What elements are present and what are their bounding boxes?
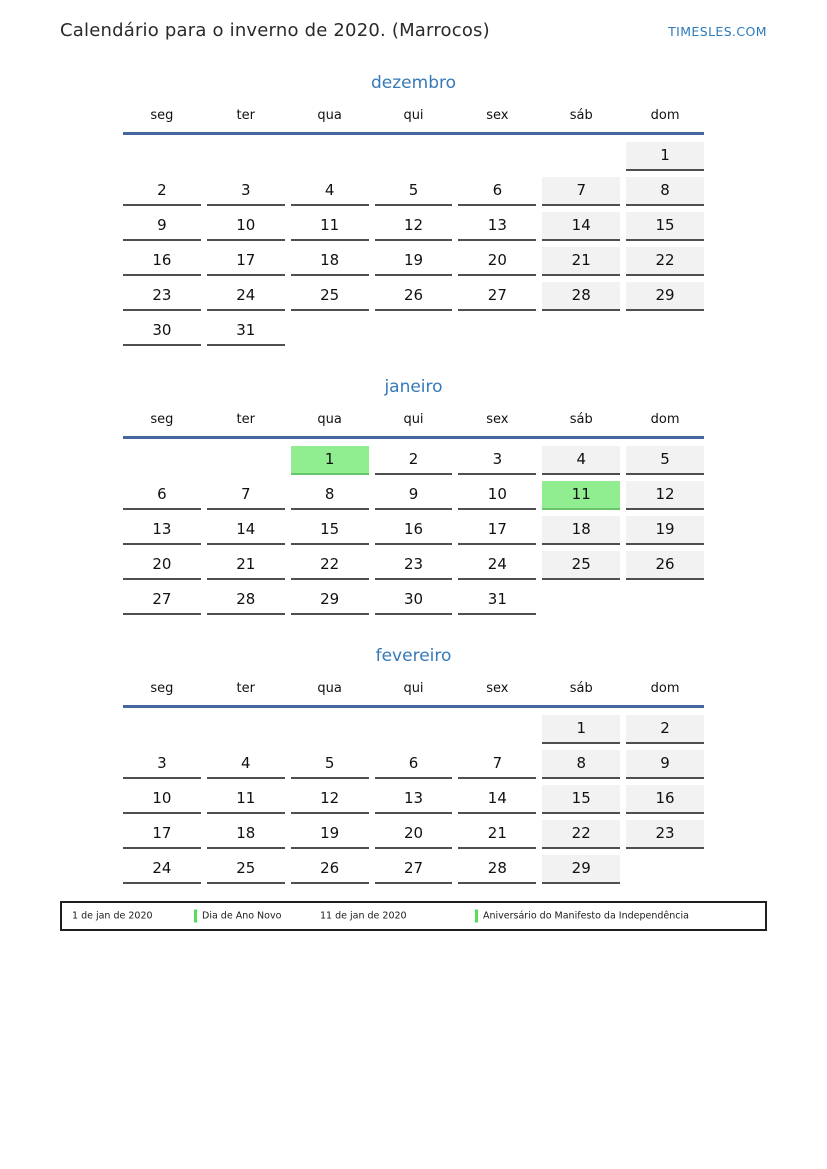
days-grid: [123, 715, 704, 884]
month-fevereiro: [123, 645, 704, 884]
empty-cell: [291, 142, 369, 171]
empty-cell: [207, 446, 285, 475]
weekday-label: qui: [403, 681, 424, 696]
day-cell-janeiro-27: 27: [123, 586, 201, 615]
empty-cell: [375, 317, 453, 346]
day-cell-fevereiro-4: 4: [207, 750, 285, 779]
legend-label-1: Dia de Ano Novo: [202, 910, 282, 922]
weekday-label: ter: [236, 681, 255, 696]
day-cell-janeiro-13: 13: [123, 516, 201, 545]
weekday-header-row: [123, 681, 704, 696]
day-cell-dezembro-31: 31: [207, 317, 285, 346]
holiday-marker-icon: [475, 910, 478, 923]
weekday-label: sex: [486, 412, 509, 427]
weekday-label: sex: [486, 108, 509, 123]
legend-date-2: 11 de jan de 2020: [320, 910, 407, 922]
day-cell-janeiro-7: 7: [207, 481, 285, 510]
days-grid: [123, 446, 704, 615]
day-cell-dezembro-4: 4: [291, 177, 369, 206]
day-cell-dezembro-13: 13: [458, 212, 536, 241]
day-cell-dezembro-24: 24: [207, 282, 285, 311]
day-cell-janeiro-18: 18: [542, 516, 620, 545]
weekday-label: sex: [486, 681, 509, 696]
empty-cell: [123, 446, 201, 475]
day-cell-dezembro-5: 5: [375, 177, 453, 206]
day-cell-fevereiro-22: 22: [542, 820, 620, 849]
weekday-divider: [123, 132, 704, 135]
empty-cell: [626, 586, 704, 615]
day-cell-fevereiro-16: 16: [626, 785, 704, 814]
day-cell-fevereiro-19: 19: [291, 820, 369, 849]
day-cell-janeiro-14: 14: [207, 516, 285, 545]
weekday-label: seg: [150, 108, 174, 123]
page-header: [60, 20, 767, 46]
empty-cell: [207, 142, 285, 171]
day-cell-fevereiro-28: 28: [458, 855, 536, 884]
day-cell-janeiro-6: 6: [123, 481, 201, 510]
weekday-divider: [123, 705, 704, 708]
empty-cell: [123, 715, 201, 744]
empty-cell: [626, 855, 704, 884]
day-cell-fevereiro-29: 29: [542, 855, 620, 884]
weekday-label: qui: [403, 412, 424, 427]
empty-cell: [291, 715, 369, 744]
empty-cell: [458, 715, 536, 744]
weekday-label: ter: [236, 108, 255, 123]
empty-cell: [542, 142, 620, 171]
weekday-label: seg: [150, 681, 174, 696]
legend-date-1: 1 de jan de 2020: [72, 910, 153, 922]
day-cell-janeiro-24: 24: [458, 551, 536, 580]
empty-cell: [542, 317, 620, 346]
day-cell-dezembro-27: 27: [458, 282, 536, 311]
day-cell-fevereiro-7: 7: [458, 750, 536, 779]
empty-cell: [123, 142, 201, 171]
day-cell-janeiro-9: 9: [375, 481, 453, 510]
day-cell-fevereiro-10: 10: [123, 785, 201, 814]
holiday-legend: [60, 901, 767, 931]
month-title: fevereiro: [375, 646, 452, 666]
day-cell-dezembro-16: 16: [123, 247, 201, 276]
days-grid: [123, 142, 704, 346]
weekday-divider: [123, 436, 704, 439]
day-cell-janeiro-16: 16: [375, 516, 453, 545]
empty-cell: [375, 715, 453, 744]
weekday-header-row: [123, 108, 704, 123]
day-cell-janeiro-4: 4: [542, 446, 620, 475]
weekday-label: sáb: [569, 108, 593, 123]
weekday-label: qua: [317, 108, 342, 123]
day-cell-fevereiro-20: 20: [375, 820, 453, 849]
day-cell-dezembro-30: 30: [123, 317, 201, 346]
empty-cell: [207, 715, 285, 744]
calendar-months: [123, 72, 704, 884]
weekday-label: dom: [650, 681, 680, 696]
day-cell-fevereiro-23: 23: [626, 820, 704, 849]
day-cell-janeiro-23: 23: [375, 551, 453, 580]
page-title: Calendário para o inverno de 2020. (Marrocos): [60, 20, 490, 41]
day-cell-dezembro-19: 19: [375, 247, 453, 276]
weekday-label: seg: [150, 412, 174, 427]
day-cell-dezembro-22: 22: [626, 247, 704, 276]
day-cell-janeiro-26: 26: [626, 551, 704, 580]
day-cell-janeiro-5: 5: [626, 446, 704, 475]
day-cell-fevereiro-25: 25: [207, 855, 285, 884]
day-cell-janeiro-22: 22: [291, 551, 369, 580]
day-cell-dezembro-23: 23: [123, 282, 201, 311]
day-cell-dezembro-9: 9: [123, 212, 201, 241]
legend-label-2: Aniversário do Manifesto da Independência: [483, 910, 689, 922]
day-cell-fevereiro-15: 15: [542, 785, 620, 814]
day-cell-fevereiro-12: 12: [291, 785, 369, 814]
weekday-label: ter: [236, 412, 255, 427]
empty-cell: [291, 317, 369, 346]
day-cell-janeiro-2: 2: [375, 446, 453, 475]
day-cell-dezembro-28: 28: [542, 282, 620, 311]
weekday-label: qui: [403, 108, 424, 123]
site-link[interactable]: TIMESLES.COM: [668, 24, 767, 39]
empty-cell: [458, 317, 536, 346]
month-title: janeiro: [384, 377, 443, 397]
day-cell-janeiro-25: 25: [542, 551, 620, 580]
day-cell-janeiro-12: 12: [626, 481, 704, 510]
day-cell-fevereiro-17: 17: [123, 820, 201, 849]
day-cell-janeiro-21: 21: [207, 551, 285, 580]
day-cell-janeiro-3: 3: [458, 446, 536, 475]
day-cell-dezembro-14: 14: [542, 212, 620, 241]
day-cell-dezembro-17: 17: [207, 247, 285, 276]
day-cell-janeiro-17: 17: [458, 516, 536, 545]
day-cell-janeiro-31: 31: [458, 586, 536, 615]
month-title: dezembro: [371, 73, 456, 93]
month-dezembro: [123, 72, 704, 346]
day-cell-dezembro-1: 1: [626, 142, 704, 171]
month-janeiro: [123, 376, 704, 615]
day-cell-dezembro-15: 15: [626, 212, 704, 241]
day-cell-fevereiro-27: 27: [375, 855, 453, 884]
day-cell-fevereiro-21: 21: [458, 820, 536, 849]
day-cell-dezembro-21: 21: [542, 247, 620, 276]
day-cell-dezembro-6: 6: [458, 177, 536, 206]
day-cell-janeiro-11: 11: [542, 481, 620, 510]
weekday-label: qua: [317, 681, 342, 696]
empty-cell: [458, 142, 536, 171]
day-cell-dezembro-3: 3: [207, 177, 285, 206]
weekday-header-row: [123, 412, 704, 427]
day-cell-dezembro-8: 8: [626, 177, 704, 206]
day-cell-dezembro-12: 12: [375, 212, 453, 241]
weekday-label: dom: [650, 108, 680, 123]
day-cell-fevereiro-3: 3: [123, 750, 201, 779]
day-cell-fevereiro-24: 24: [123, 855, 201, 884]
holiday-marker-icon: [194, 910, 197, 923]
day-cell-janeiro-28: 28: [207, 586, 285, 615]
weekday-label: qua: [317, 412, 342, 427]
day-cell-janeiro-29: 29: [291, 586, 369, 615]
empty-cell: [626, 317, 704, 346]
empty-cell: [375, 142, 453, 171]
day-cell-dezembro-26: 26: [375, 282, 453, 311]
day-cell-fevereiro-8: 8: [542, 750, 620, 779]
day-cell-janeiro-19: 19: [626, 516, 704, 545]
day-cell-dezembro-25: 25: [291, 282, 369, 311]
day-cell-fevereiro-6: 6: [375, 750, 453, 779]
day-cell-janeiro-8: 8: [291, 481, 369, 510]
day-cell-fevereiro-1: 1: [542, 715, 620, 744]
day-cell-janeiro-15: 15: [291, 516, 369, 545]
weekday-label: sáb: [569, 412, 593, 427]
day-cell-dezembro-20: 20: [458, 247, 536, 276]
day-cell-fevereiro-9: 9: [626, 750, 704, 779]
day-cell-janeiro-20: 20: [123, 551, 201, 580]
day-cell-fevereiro-18: 18: [207, 820, 285, 849]
day-cell-fevereiro-13: 13: [375, 785, 453, 814]
day-cell-fevereiro-26: 26: [291, 855, 369, 884]
empty-cell: [542, 586, 620, 615]
day-cell-fevereiro-11: 11: [207, 785, 285, 814]
weekday-label: sáb: [569, 681, 593, 696]
day-cell-dezembro-18: 18: [291, 247, 369, 276]
day-cell-dezembro-11: 11: [291, 212, 369, 241]
day-cell-dezembro-29: 29: [626, 282, 704, 311]
day-cell-dezembro-7: 7: [542, 177, 620, 206]
day-cell-fevereiro-14: 14: [458, 785, 536, 814]
day-cell-fevereiro-5: 5: [291, 750, 369, 779]
day-cell-janeiro-30: 30: [375, 586, 453, 615]
day-cell-fevereiro-2: 2: [626, 715, 704, 744]
day-cell-dezembro-10: 10: [207, 212, 285, 241]
day-cell-dezembro-2: 2: [123, 177, 201, 206]
day-cell-janeiro-10: 10: [458, 481, 536, 510]
weekday-label: dom: [650, 412, 680, 427]
day-cell-janeiro-1: 1: [291, 446, 369, 475]
